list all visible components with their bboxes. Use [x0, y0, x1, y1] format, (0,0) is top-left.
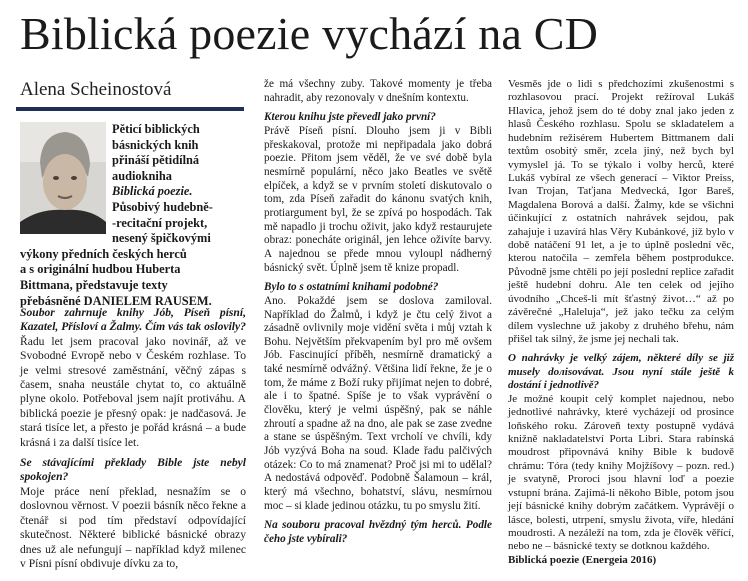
lead-line: a s originální hudbou Huberta [20, 262, 181, 277]
headline: Biblická poezie vychází na CD [20, 8, 599, 59]
interview-question: Bylo to s ostatními knihami podobné? [264, 281, 439, 294]
interview-question: Se stávajícími překlady Bible jste nebyl spokojen? [20, 456, 246, 484]
author-name: Alena Scheinostová [20, 79, 172, 100]
lead-line: audiokniha [112, 168, 172, 183]
interview-answer: Ano. Pokaždé jsem se doslova zamiloval. Například do Žalmů, i když je čtu celý život a zásadně ovlivnily moje vidění světa i můj vztah k Bohu. Největším překvapením byl pro mě ovšem Jób. Fascinující příběh, nesmírně dramatický a také nesmírně odvážný. Většina lidí řekne, že je o tom, že máme z Boží ruky přijímat nejen to dobré, ale i to špatné. Spíše je to však vyprávění o člověku, který je velmi úspěšný, pak se náhle zhroutí a spadne až na dno, ale pak se zase zvedne a stane se úspěšným. Text vrcholí ve chvíli, kdy Jób vyzývá Boha na soud. Klade řadu palčivých otázek: Co to má znamenat? Proč jsi mi to udělal? A nedostává odpověď. Podobně Šalamoun – král, který má všechno, bohatství, slávu, nesmírnou moc – si klade jedinou otázku, tu po smyslu žití. [264, 294, 492, 512]
lead-line: Působivý hudebně- [112, 199, 213, 214]
lead-line: Bittmana, představuje texty [20, 277, 168, 292]
interview-answer: Vesměs jde o lidi s předchozími zkušenostmi s rozhlasovou prací. Projekt režíroval Lukáš Hlavica, jehož jsem do té doby znal jako jeden z hlasů Českého rozhlasu. Spolu se skladatelem a hudebním režisérem Hubertem Bittmanem dali textům osobitý směr, zcela jiný, než bych byl vymyslel já. To se týkalo i volby herců, které Lukáš vybíral ze všech generací – Viktor Preiss, Ivan Trojan, Taťjana Medvecká, Igor Bareš, Magdalena Borová a další. Žalmy, kde se všichni účinkující z ostatních nahrávek sejdou, pak zahajuje i uzavírá hlas Věry Kubánkové, jíž bylo v době natáčení 91 let, a je to úplně poslední věc, kterou natočila – zemřela během postprodukce. Původně jsme chtěli po její poslední replice zařadit ještě hudební dohru. Ale ten celek od jejího úvodního „Chceš-li mít šťastný život…“ až po závěrečné „Haleluja“, jež jako tečku za celým dílem vyslechne už jakoby z druhého břehu, nám přišel tak silný, že jsme jej nechali tak. [508, 78, 734, 346]
lead-line: Pěticí biblických [112, 122, 200, 136]
interview-question: O nahrávky je velký zájem, některé díly se již musely doлisovávat. Jsou nyní stále ještě k dostání i jednotlivě? [508, 352, 734, 392]
interview-answer: že má všechny zuby. Takové momenty je třeba nahradit, aby rezonovaly v dnešním kontextu. [264, 78, 492, 104]
lead-line: nesený špičkovými [112, 231, 211, 246]
interview-answer: Je možné koupit celý komplet najednou, nebo jednotlivé nahrávky, které vycházejí od prosince loňského roku. Zároveň texty postupně vydává knižně nakladatelství Porta Libri. Starа rabínská moudrost připovnává knihy Bible k budově chrámu: Tóra (tedy knihy Mojžíšovy – pozn. red.) je svatyně, Proroci jsou hlavní loď a poezie vstupní brána. Zajímá-li někoho Bible, potom jsou její básnické knihy dobrým začátkem. Vyprávějí o lásce, bolesti, utrpení, smyslu života, víře, hledání moudrosti. A nezáleží na tom, zda je člověk věřící, nebo ne – básnické texty se dotknou každého. [508, 392, 734, 553]
lead-line: výkony předních českých herců [20, 246, 187, 261]
column-2 [264, 78, 492, 547]
author-rule [16, 107, 244, 111]
interview-question: Na souboru pracoval hvězdný tým herců. Podle čeho jste vybírali? [264, 519, 492, 545]
lead-line: přináší pětidílná [112, 153, 200, 168]
interview-question: Soubor zahrnuje knihy Jób, Píseň písní, Kazatel, Přísloví a Žalmy. Čím vás tak oslovily? [20, 306, 246, 334]
column-1 [20, 300, 246, 571]
lead-line: přebásněné DANIELEM RAUSEM. [20, 293, 212, 308]
lead-line: -recitační projekt, [112, 215, 208, 230]
interview-question: Kterou knihu jste převedl jako první? [264, 111, 436, 124]
lead-line: básnických knih [112, 137, 199, 152]
interview-answer: Moje práce není překlad, nesnažím se o doslovnou věrnost. V poezii básník něco řekne a čtenář si pod tím představí odpovídající skutečnost. Některé biblické básnické obrazy dnes už ale nefungují – například když milenec v Písni písní obdivuje dívku za to, [20, 484, 246, 570]
lead-line: Biblická poezie. [112, 184, 193, 199]
interview-answer: Právě Píseň písní. Dlouho jsem ji v Bibli přeskakoval, protože mi nepřipadala jako dobrá poezie. Přitom jsem věděl, že ve své době byla nesmírně populární, něco jako Beatles ve světě elpíček, a když se v prvním století diskutovalo o tom, zda Píseň zařadit do kánonu svatých knih, protiargument byl, že se zpívá po hospodách. Tak mě napadlo ji trochu oživit, jako když restaurujete obraz: ponecháte originál, jen lehce oživíte barvy. A najednou se přede mnou vyloupl nádherný básnický svět. Úplně jsem tě knize propadl. [264, 124, 492, 274]
credit-line: Biblická poezie (Energeia 2016) [508, 553, 657, 566]
column-3 [508, 78, 734, 567]
lead-paragraph [20, 122, 246, 309]
interview-answer: Řadu let jsem pracoval jako novinář, až ve Svobodné Evropě nebo v Českém rozhlase. To je velmi stresové zaměstnání, věčný zápas s časem, snaha neustále chytat to, co aktuálně plyne okolo. Potřeboval jsem najít protiváhu. A biblická poezie je přesný opak: je nadčasová. Je stará tisíce let, a přesto je pořád krásná – a bude krásná i za další tisíce let. [20, 334, 246, 449]
